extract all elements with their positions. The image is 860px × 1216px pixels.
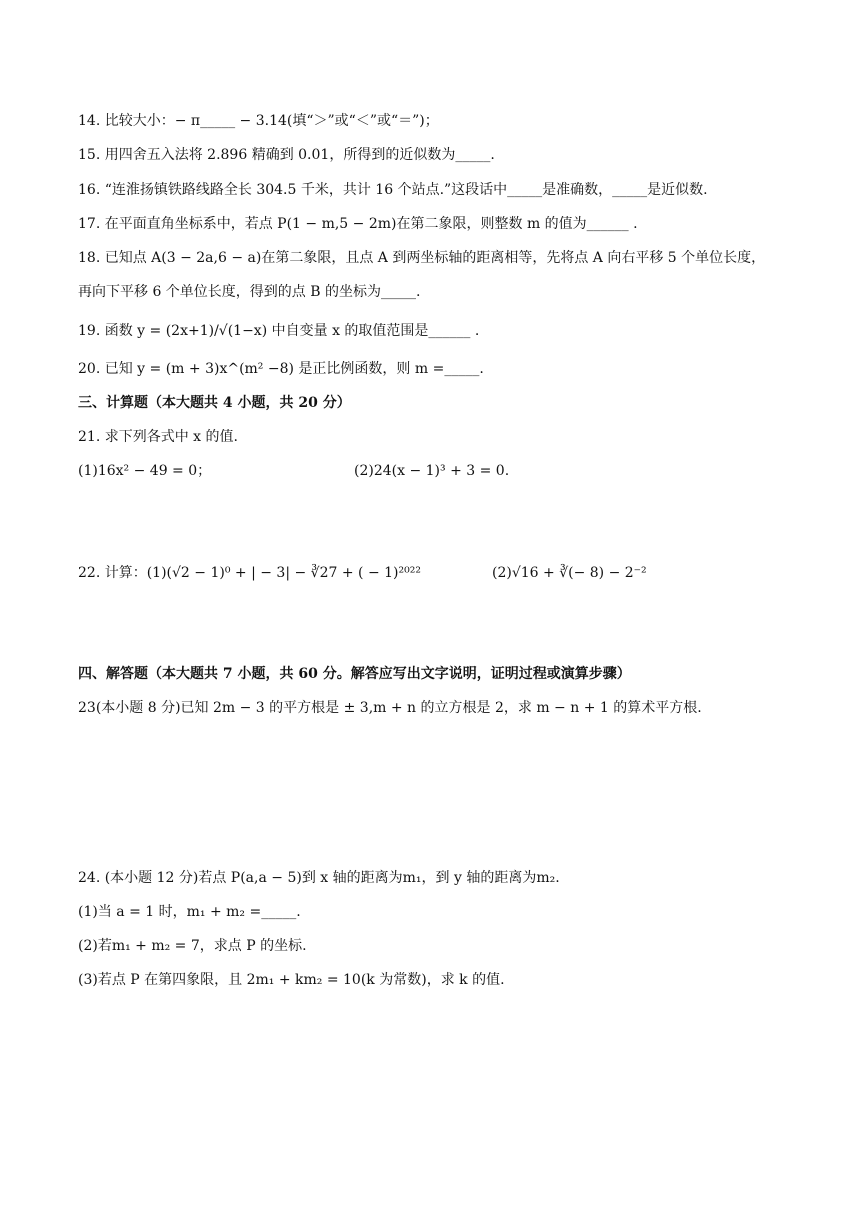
question-24-part1: (1)当 a = 1 时，m₁ + m₂ =_____. — [78, 904, 301, 920]
question-21-title: 21. 求下列各式中 x 的值. — [78, 429, 238, 445]
question-18-line1: 18. 已知点 A(3 − 2a,6 − a)在第二象限，且点 A 到两坐标轴的距离相等，先将点 A 向右平移 5 个单位长度， — [78, 250, 766, 266]
question-17: 17. 在平面直角坐标系中，若点 P(1 − m,5 − 2m)在第二象限，则整数 m 的值为______ . — [78, 216, 638, 232]
question-23: 23(本小题 8 分)已知 2m − 3 的平方根是 ± 3,m + n 的立方根是 2，求 m − n + 1 的算术平方根. — [78, 700, 702, 716]
question-22-part1: 22. 计算：(1)(√2 − 1)⁰ + | − 3| − ∛27 + ( − 1)²⁰²² — [78, 565, 421, 581]
question-15: 15. 用四舍五入法将 2.896 精确到 0.01，所得到的近似数为_____. — [78, 147, 495, 163]
question-16: 16. “连淮扬镇铁路线路全长 304.5 千米，共计 16 个站点.”这段话中_____是准确数，_____是近似数. — [78, 182, 708, 198]
question-18-line2: 再向下平移 6 个单位长度，得到的点 B 的坐标为_____. — [78, 284, 421, 300]
question-21-part2: (2)24(x − 1)³ + 3 = 0. — [354, 463, 510, 479]
question-14: 14. 比较大小：− π_____ − 3.14(填“＞”或“＜”或“＝”)； — [78, 113, 439, 129]
question-22-part2: (2)√16 + ∛(− 8) − 2⁻² — [492, 565, 647, 581]
question-24-part3: (3)若点 P 在第四象限，且 2m₁ + km₂ = 10(k 为常数)，求 k 的值. — [78, 972, 505, 988]
question-24-title: 24. (本小题 12 分)若点 P(a,a − 5)到 x 轴的距离为m₁，到 y 轴的距离为m₂. — [78, 870, 560, 886]
section-4-title: 四、解答题（本大题共 7 小题，共 60 分。解答应写出文字说明，证明过程或演算步骤） — [78, 666, 631, 682]
question-24-part2: (2)若m₁ + m₂ = 7，求点 P 的坐标. — [78, 938, 307, 954]
question-19: 19. 函数 y = (2x+1)/√(1−x) 中自变量 x 的取值范围是______ . — [78, 323, 480, 339]
question-20: 20. 已知 y = (m + 3)x^(m² −8) 是正比例函数，则 m =_____. — [78, 361, 484, 377]
question-21-part1: (1)16x² − 49 = 0； — [78, 463, 212, 479]
section-3-title: 三、计算题（本大题共 4 小题，共 20 分） — [78, 395, 351, 411]
